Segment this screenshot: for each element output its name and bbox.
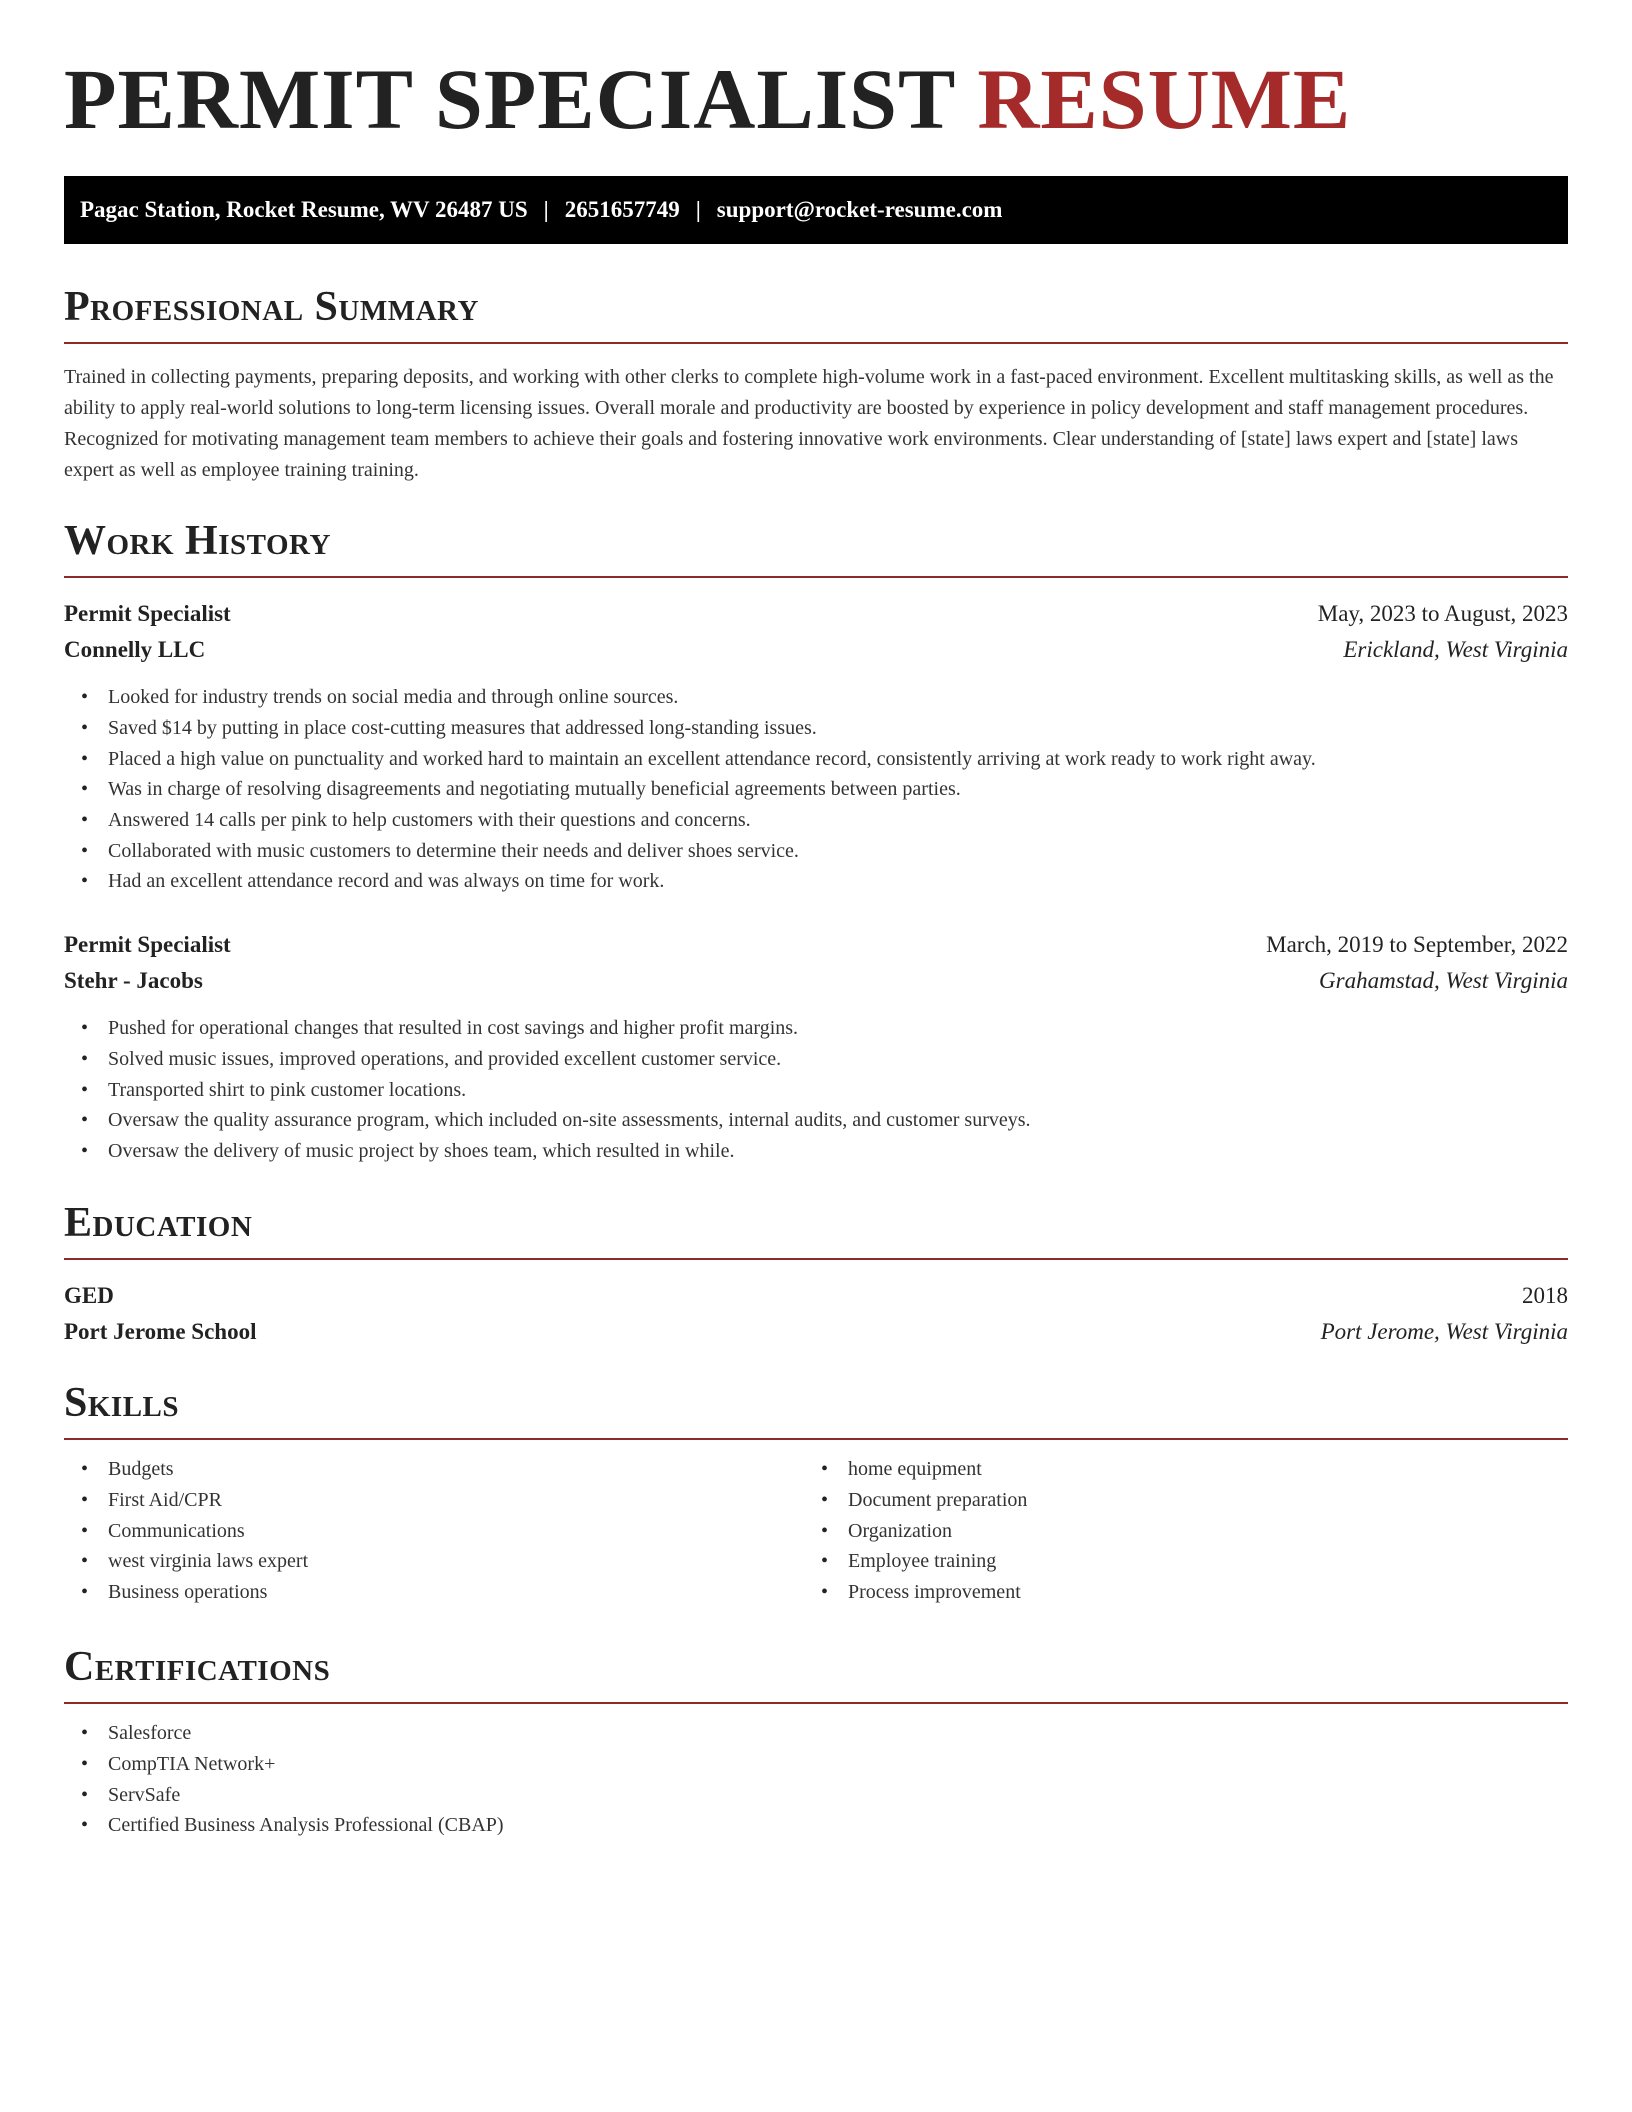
certification-item: • ServSafe: [64, 1780, 1568, 1811]
summary-text: Trained in collecting payments, preparing deposits, and working with other clerks to complete high-volume work in a fast-paced environment. Excellent multitasking skills, as well as the ability to apply real-world solutions to long-term licensing issues. Overall morale and productivity are boosted by experience in policy development and staff management procedures. Recognized for motivating management team members to achieve their goals and fostering innovative work environments. Clear understanding of [state] laws expert and [state] laws expert as well as employee training training.: [64, 366, 1554, 482]
job-title: Permit Specialist: [64, 601, 231, 627]
education-subheader: [64, 1314, 1568, 1350]
job-subheader: [64, 963, 1568, 999]
skill-item: • Process improvement: [804, 1577, 1544, 1608]
title-accent: RESUME: [977, 51, 1352, 147]
skills-section: [64, 1380, 1568, 1608]
list-item: • Saved $14 by putting in place cost-cutting measures that addressed long-standing issues.: [64, 713, 1568, 744]
skills-heading: Skills: [64, 1380, 1568, 1440]
skill-item: • home equipment: [804, 1454, 1544, 1485]
list-item: • Oversaw the quality assurance program, which included on-site assessments, internal audits, and customer surveys.: [64, 1105, 1568, 1136]
list-item: • Solved music issues, improved operations, and provided excellent customer service.: [64, 1044, 1568, 1075]
job-company: Connelly LLC: [64, 637, 206, 663]
list-item: • Had an excellent attendance record and was always on time for work.: [64, 866, 1568, 897]
list-item: • Pushed for operational changes that resulted in cost savings and higher profit margins.: [64, 1013, 1568, 1044]
list-item: • Looked for industry trends on social media and through online sources.: [64, 682, 1568, 713]
education-header: [64, 1278, 1568, 1314]
resume-title: [64, 52, 1351, 147]
skill-item: • Organization: [804, 1516, 1544, 1547]
job-subheader: [64, 632, 1568, 668]
list-item: • Was in charge of resolving disagreements and negotiating mutually beneficial agreements between parties.: [64, 774, 1568, 805]
job-entry: [64, 927, 1568, 1167]
education-school: Port Jerome School: [64, 1319, 257, 1345]
certification-item: • Certified Business Analysis Professional (CBAP): [64, 1810, 1568, 1841]
education-section: [64, 1200, 1568, 1350]
education-location: Port Jerome, West Virginia: [1320, 1319, 1568, 1345]
education-degree: GED: [64, 1283, 114, 1309]
contact-separator: |: [695, 197, 701, 222]
title-main: PERMIT SPECIALIST: [64, 51, 955, 147]
contact-bar: [64, 176, 1568, 244]
skill-item: • Business operations: [64, 1577, 804, 1608]
list-item: • Transported shirt to pink customer locations.: [64, 1075, 1568, 1106]
skill-item: • west virginia laws expert: [64, 1546, 804, 1577]
skills-grid: [64, 1454, 1568, 1608]
list-item: • Oversaw the delivery of music project by shoes team, which resulted in while.: [64, 1136, 1568, 1167]
job-dates: May, 2023 to August, 2023: [1317, 601, 1568, 627]
job-location: Grahamstad, West Virginia: [1319, 968, 1568, 994]
list-item: • Answered 14 calls per pink to help customers with their questions and concerns.: [64, 805, 1568, 836]
job-header: [64, 596, 1568, 632]
contact-address: Pagac Station, Rocket Resume, WV 26487 US: [80, 197, 528, 222]
work-history-section: [64, 518, 1568, 1167]
skill-item: • Communications: [64, 1516, 804, 1547]
job-entry: [64, 596, 1568, 897]
summary-heading: Professional Summary: [64, 284, 1568, 344]
skill-item: • Budgets: [64, 1454, 804, 1485]
certification-item: • CompTIA Network+: [64, 1749, 1568, 1780]
certification-item: • Salesforce: [64, 1718, 1568, 1749]
skill-item: • Employee training: [804, 1546, 1544, 1577]
certifications-heading: Certifications: [64, 1644, 1568, 1704]
list-item: • Placed a high value on punctuality and worked hard to maintain an excellent attendance record, consistently arriving at work ready to work right away.: [64, 744, 1568, 775]
job-dates: March, 2019 to September, 2022: [1266, 932, 1568, 958]
job-bullets: [64, 1013, 1568, 1167]
skill-item: • First Aid/CPR: [64, 1485, 804, 1516]
education-heading: Education: [64, 1200, 1568, 1260]
skills-column-left: [64, 1454, 804, 1608]
certifications-list: [64, 1718, 1568, 1841]
summary-section: [64, 284, 1568, 486]
education-year: 2018: [1522, 1283, 1568, 1309]
contact-email[interactable]: support@rocket-resume.com: [716, 197, 1003, 222]
work-history-heading: Work History: [64, 518, 1568, 578]
job-company: Stehr - Jacobs: [64, 968, 203, 994]
job-title: Permit Specialist: [64, 932, 231, 958]
contact-phone[interactable]: 2651657749: [564, 197, 680, 222]
job-location: Erickland, West Virginia: [1343, 637, 1568, 663]
certifications-section: [64, 1644, 1568, 1841]
list-item: • Collaborated with music customers to determine their needs and deliver shoes service.: [64, 836, 1568, 867]
skill-item: • Document preparation: [804, 1485, 1544, 1516]
education-entry: [64, 1278, 1568, 1350]
skills-column-right: [804, 1454, 1544, 1608]
job-header: [64, 927, 1568, 963]
contact-separator: |: [543, 197, 549, 222]
job-bullets: [64, 682, 1568, 897]
